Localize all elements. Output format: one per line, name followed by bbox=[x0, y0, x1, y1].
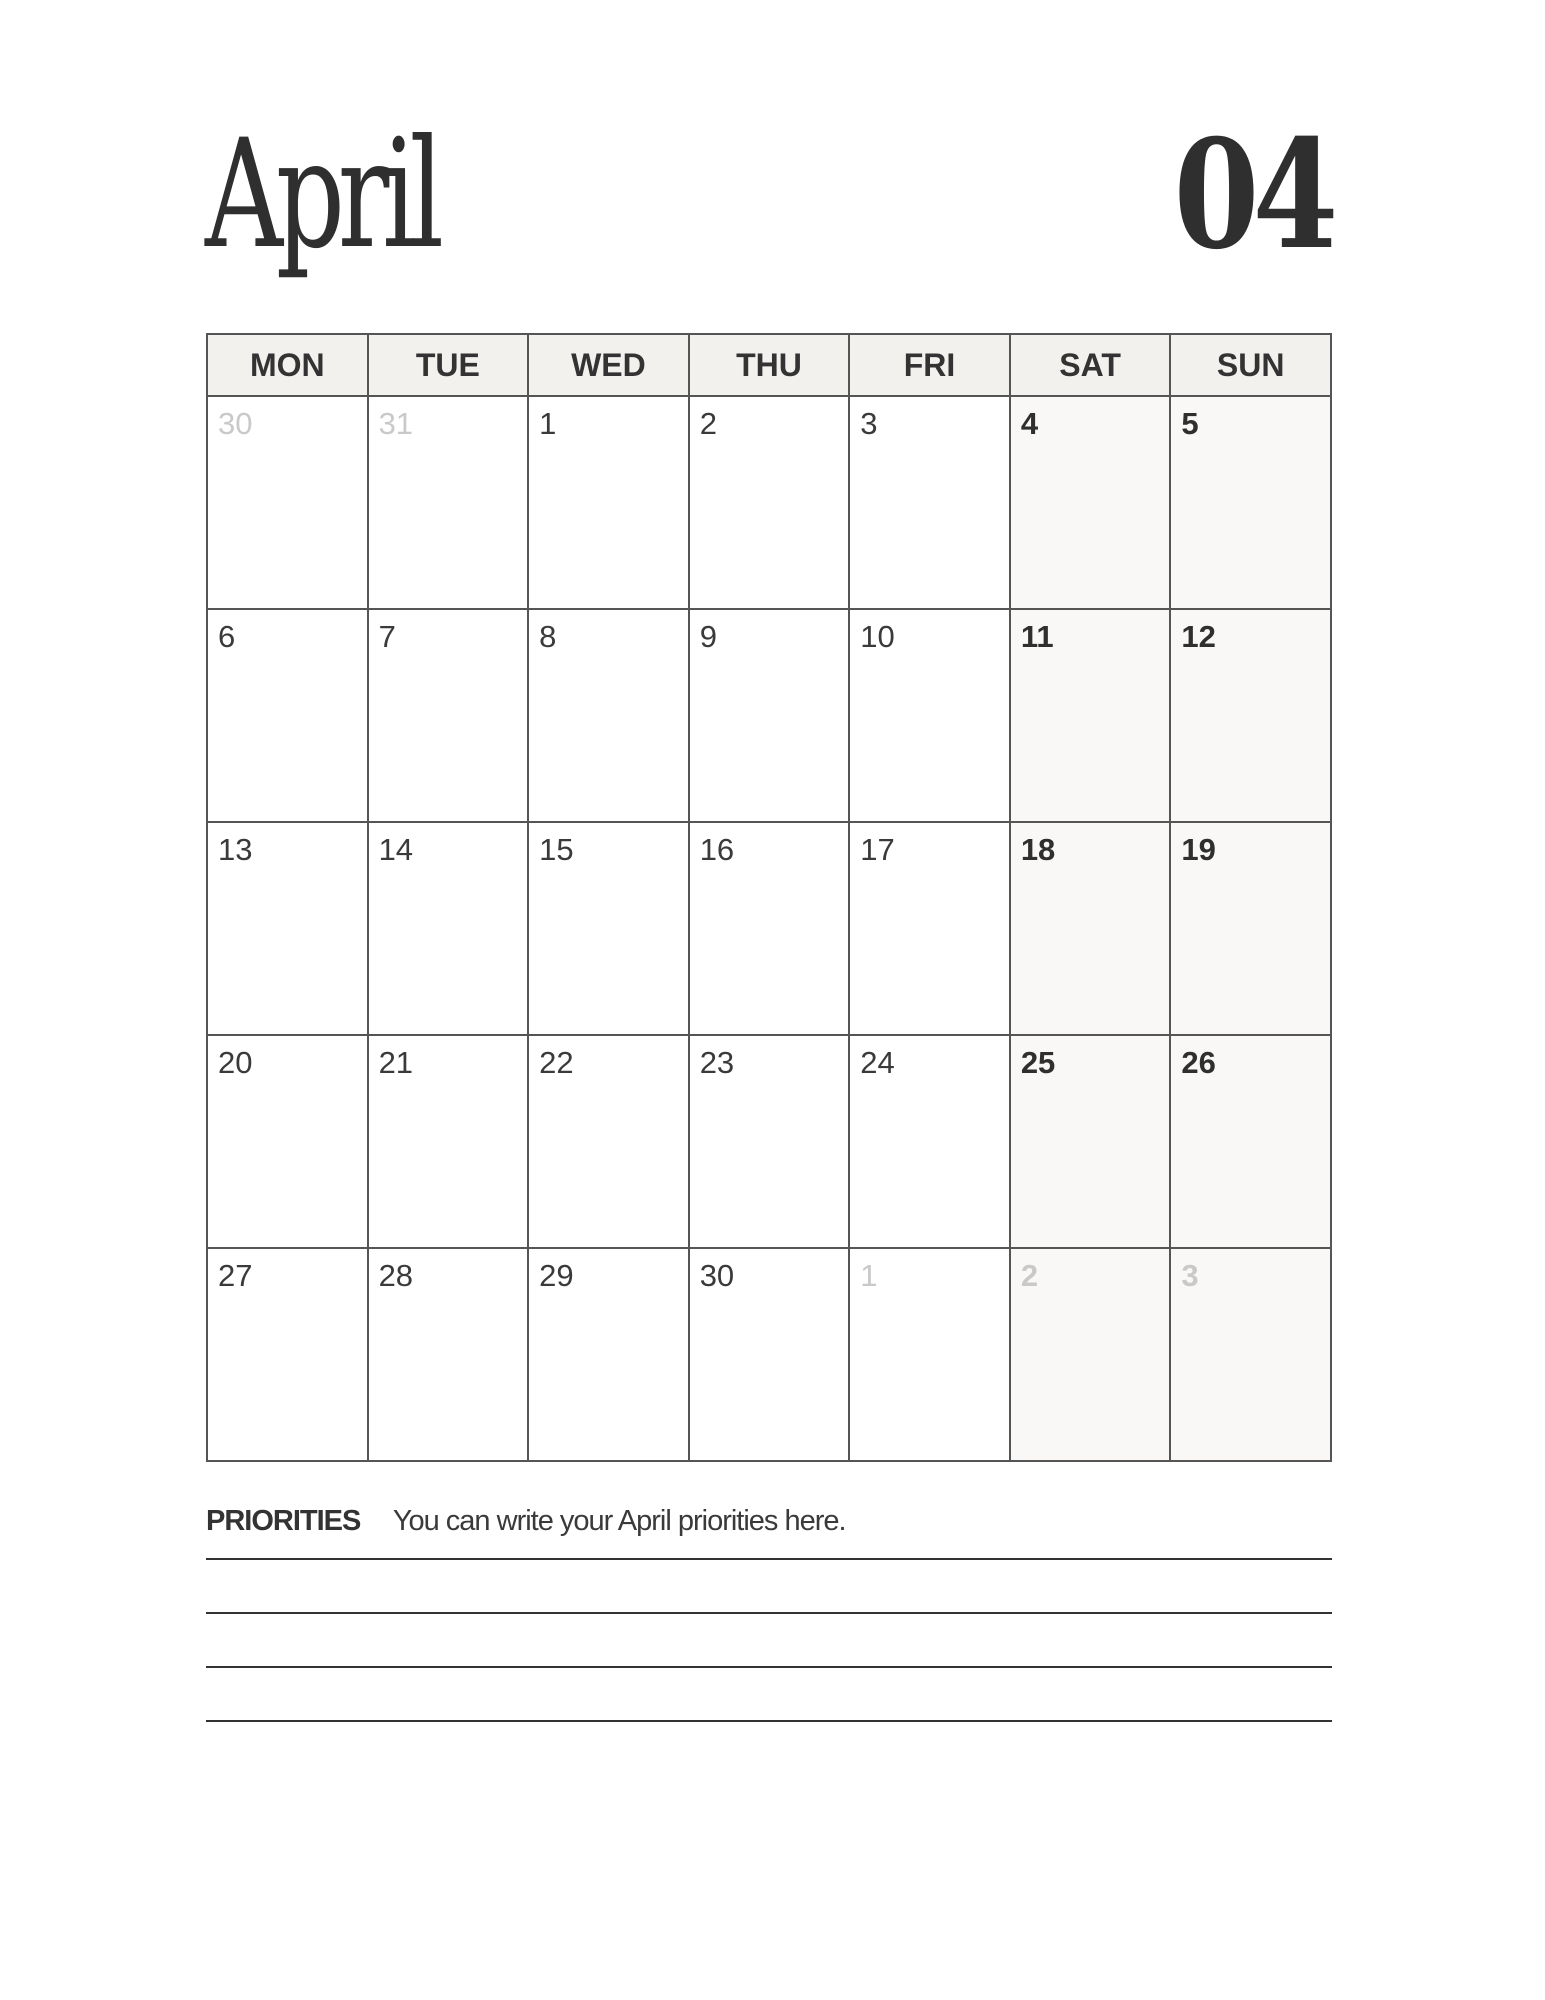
day-number: 3 bbox=[860, 406, 878, 441]
weekday-header: MON bbox=[207, 334, 368, 396]
priorities-hint: You can write your April priorities here. bbox=[392, 1505, 846, 1537]
weekend-day-cell[interactable] bbox=[1010, 1035, 1171, 1248]
day-number: 25 bbox=[1020, 1045, 1056, 1080]
day-number: 17 bbox=[860, 832, 895, 867]
day-number: 7 bbox=[378, 619, 396, 654]
day-number: 9 bbox=[699, 619, 717, 654]
day-cell[interactable] bbox=[849, 396, 1010, 609]
weekday-header-row bbox=[207, 334, 1331, 396]
day-cell[interactable] bbox=[207, 609, 368, 822]
day-cell[interactable] bbox=[528, 609, 689, 822]
day-cell[interactable] bbox=[528, 1248, 689, 1461]
day-cell[interactable] bbox=[849, 1248, 1010, 1461]
day-number: 30 bbox=[218, 406, 253, 441]
day-number: 21 bbox=[378, 1045, 414, 1080]
day-number: 20 bbox=[218, 1045, 253, 1080]
day-number: 28 bbox=[378, 1258, 414, 1293]
day-number: 10 bbox=[860, 619, 895, 654]
month-number: 04 bbox=[1173, 107, 1332, 283]
day-number: 3 bbox=[1181, 1258, 1199, 1293]
day-cell[interactable] bbox=[368, 396, 529, 609]
weekend-day-cell[interactable] bbox=[1170, 609, 1331, 822]
weekend-day-cell[interactable] bbox=[1170, 822, 1331, 1035]
day-number: 13 bbox=[218, 832, 253, 867]
weekday-header: WED bbox=[528, 334, 689, 396]
weekend-day-cell[interactable] bbox=[1010, 609, 1171, 822]
weekday-header: SAT bbox=[1010, 334, 1171, 396]
calendar-grid bbox=[206, 333, 1332, 1462]
day-number: 31 bbox=[378, 406, 414, 441]
weekday-header: TUE bbox=[368, 334, 529, 396]
day-cell[interactable] bbox=[689, 822, 850, 1035]
weekend-day-cell[interactable] bbox=[1170, 1035, 1331, 1248]
day-cell[interactable] bbox=[689, 396, 850, 609]
day-number: 1 bbox=[539, 406, 557, 441]
week-row bbox=[207, 1248, 1331, 1461]
priority-line[interactable] bbox=[206, 1720, 1332, 1722]
day-cell[interactable] bbox=[368, 822, 529, 1035]
day-number: 2 bbox=[699, 406, 717, 441]
day-number: 26 bbox=[1181, 1045, 1216, 1080]
day-number: 19 bbox=[1181, 832, 1216, 867]
day-number: 24 bbox=[860, 1045, 895, 1080]
day-cell[interactable] bbox=[849, 1035, 1010, 1248]
priorities-section bbox=[206, 1505, 1332, 1538]
priorities-title: PRIORITIES bbox=[206, 1505, 361, 1537]
priority-line[interactable] bbox=[206, 1666, 1332, 1668]
month-name: April bbox=[205, 108, 437, 282]
day-cell[interactable] bbox=[689, 609, 850, 822]
day-cell[interactable] bbox=[368, 609, 529, 822]
day-number: 22 bbox=[539, 1045, 574, 1080]
day-number: 11 bbox=[1020, 619, 1054, 654]
week-row bbox=[207, 396, 1331, 609]
day-cell[interactable] bbox=[849, 822, 1010, 1035]
day-number: 14 bbox=[378, 832, 414, 867]
weekday-header: THU bbox=[689, 334, 850, 396]
day-number: 2 bbox=[1020, 1258, 1039, 1293]
day-cell[interactable] bbox=[528, 396, 689, 609]
day-cell[interactable] bbox=[368, 1035, 529, 1248]
day-cell[interactable] bbox=[528, 1035, 689, 1248]
weekday-header: SUN bbox=[1170, 334, 1331, 396]
week-row bbox=[207, 822, 1331, 1035]
day-cell[interactable] bbox=[689, 1248, 850, 1461]
day-number: 15 bbox=[539, 832, 574, 867]
day-number: 1 bbox=[860, 1258, 878, 1293]
day-cell[interactable] bbox=[207, 396, 368, 609]
day-number: 23 bbox=[699, 1045, 735, 1080]
day-number: 16 bbox=[699, 832, 735, 867]
week-row bbox=[207, 1035, 1331, 1248]
week-row bbox=[207, 609, 1331, 822]
priority-line[interactable] bbox=[206, 1558, 1332, 1560]
day-number: 4 bbox=[1020, 406, 1039, 441]
day-number: 6 bbox=[218, 619, 236, 654]
day-cell[interactable] bbox=[207, 1035, 368, 1248]
day-number: 27 bbox=[218, 1258, 253, 1293]
day-number: 5 bbox=[1181, 406, 1199, 441]
day-cell[interactable] bbox=[849, 609, 1010, 822]
day-cell[interactable] bbox=[689, 1035, 850, 1248]
priority-line[interactable] bbox=[206, 1612, 1332, 1614]
weekend-day-cell[interactable] bbox=[1010, 1248, 1171, 1461]
day-cell[interactable] bbox=[368, 1248, 529, 1461]
day-cell[interactable] bbox=[207, 822, 368, 1035]
day-number: 29 bbox=[539, 1258, 574, 1293]
weekend-day-cell[interactable] bbox=[1010, 822, 1171, 1035]
day-number: 12 bbox=[1181, 619, 1216, 654]
weekend-day-cell[interactable] bbox=[1170, 396, 1331, 609]
weekday-header: FRI bbox=[849, 334, 1010, 396]
day-number: 30 bbox=[699, 1258, 735, 1293]
weekend-day-cell[interactable] bbox=[1010, 396, 1171, 609]
day-number: 8 bbox=[539, 619, 557, 654]
day-cell[interactable] bbox=[207, 1248, 368, 1461]
day-cell[interactable] bbox=[528, 822, 689, 1035]
day-number: 18 bbox=[1020, 832, 1056, 867]
weekend-day-cell[interactable] bbox=[1170, 1248, 1331, 1461]
